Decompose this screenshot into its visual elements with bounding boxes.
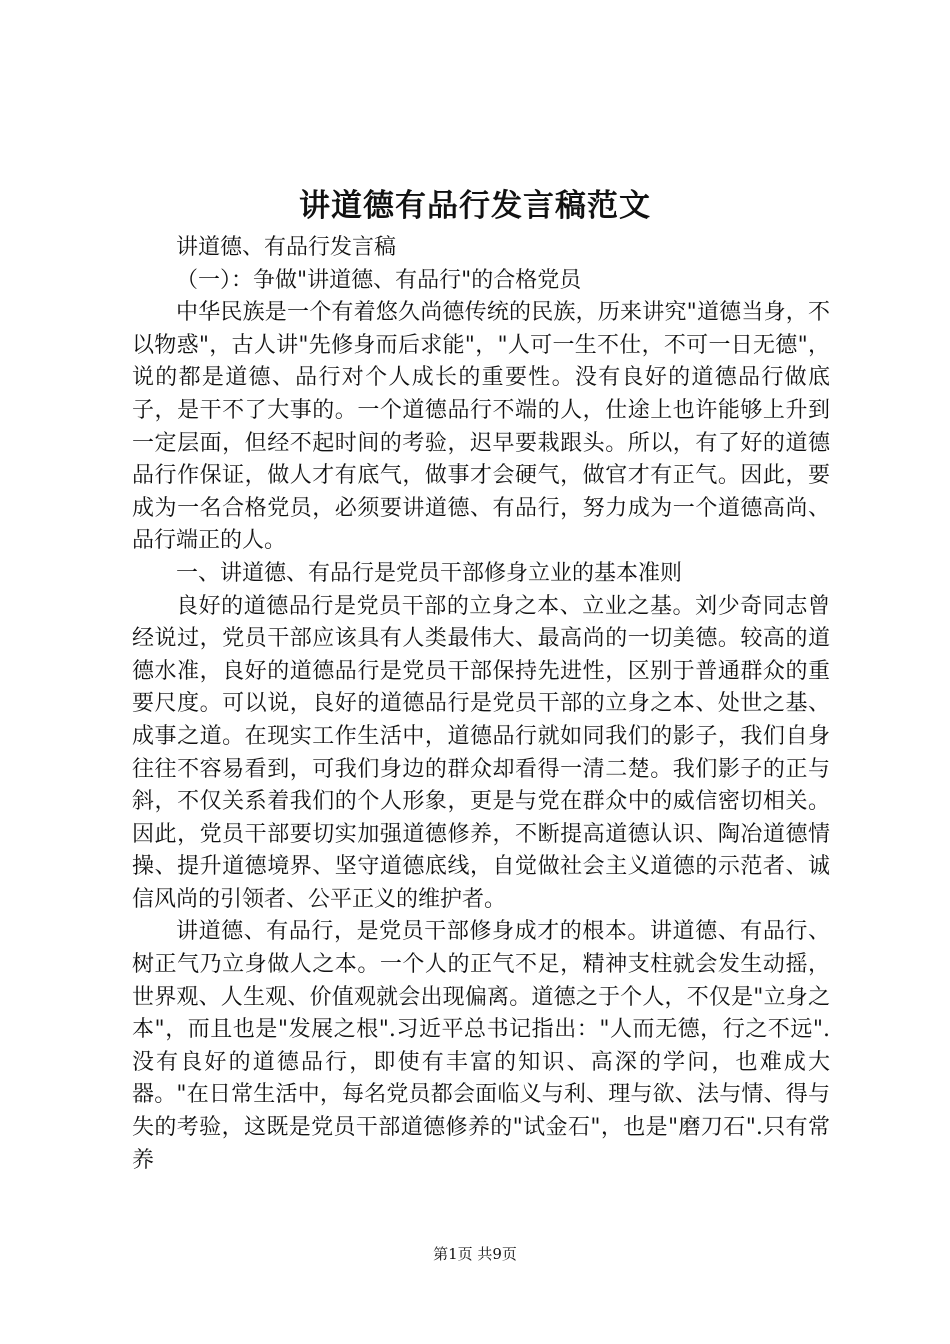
document-title: 讲道德有品行发言稿范文 bbox=[299, 188, 651, 224]
document-body bbox=[132, 232, 830, 1177]
body-paragraph: 中华民族是一个有着悠久尚德传统的民族，历来讲究"道德当身，不以物惑"，古人讲"先修身而后求能"，"人可一生不仕，不可一日无德"，说的都是道德、品行对个人成长的重要性。没有良好的道德品行做底子，是干不了大事的。一个道德品行不端的人，仕途上也许能够上升到一定层面，但经不起时间的考验，迟早要栽跟头。所以，有了好的道德品行作保证，做人才有底气，做事才会硬气，做官才有正气。因此，要成为一名合格党员，必须要讲道德、有品行，努力成为一个道德高尚、品行端正的人。 bbox=[132, 300, 830, 554]
section-heading-2: 一、讲道德、有品行是党员干部修身立业的基本准则 bbox=[176, 560, 683, 586]
body-paragraph: 讲道德、有品行，是党员干部修身成才的根本。讲道德、有品行、树正气乃立身做人之本。一个人的正气不足，精神支柱就会发生动摇，世界观、人生观、价值观就会出现偏离。道德之于个人，不仅是"立身之本"，而且也是"发展之根".习近平总书记指出："人而无德，行之不远".没有良好的道德品行，即使有丰富的知识、高深的学问，也难成大器。"在日常生活中，每名党员都会面临义与利、理与欲、法与情、得与失的考验，这既是党员干部道德修养的"试金石"，也是"磨刀石".只有常养 bbox=[132, 919, 830, 1173]
subtitle-paragraph: 讲道德、有品行发言稿 bbox=[176, 235, 397, 260]
section-heading-1: （一）：争做"讲道德、有品行"的合格党员 bbox=[176, 267, 582, 293]
body-paragraph: 良好的道德品行是党员干部的立身之本、立业之基。刘少奇同志曾经说过，党员干部应该具有人类最伟大、最高尚的一切美德。较高的道德水准，良好的道德品行是党员干部保持先进性，区别于普通群众的重要尺度。可以说，良好的道德品行是党员干部的立身之本、处世之基、成事之道。在现实工作生活中，道德品行就如同我们的影子，我们自身往往不容易看到，可我们身边的群众却看得一清二楚。我们影子的正与斜，不仅关系着我们的个人形象，更是与党在群众中的威信密切相关。因此，党员干部要切实加强道德修养，不断提高道德认识、陶冶道德情操、提升道德境界、坚守道德底线，自觉做社会主义道德的示范者、诚信风尚的引领者、公平正义的维护者。 bbox=[132, 593, 830, 912]
page-number-footer: 第1页 共9页 bbox=[433, 1245, 517, 1263]
